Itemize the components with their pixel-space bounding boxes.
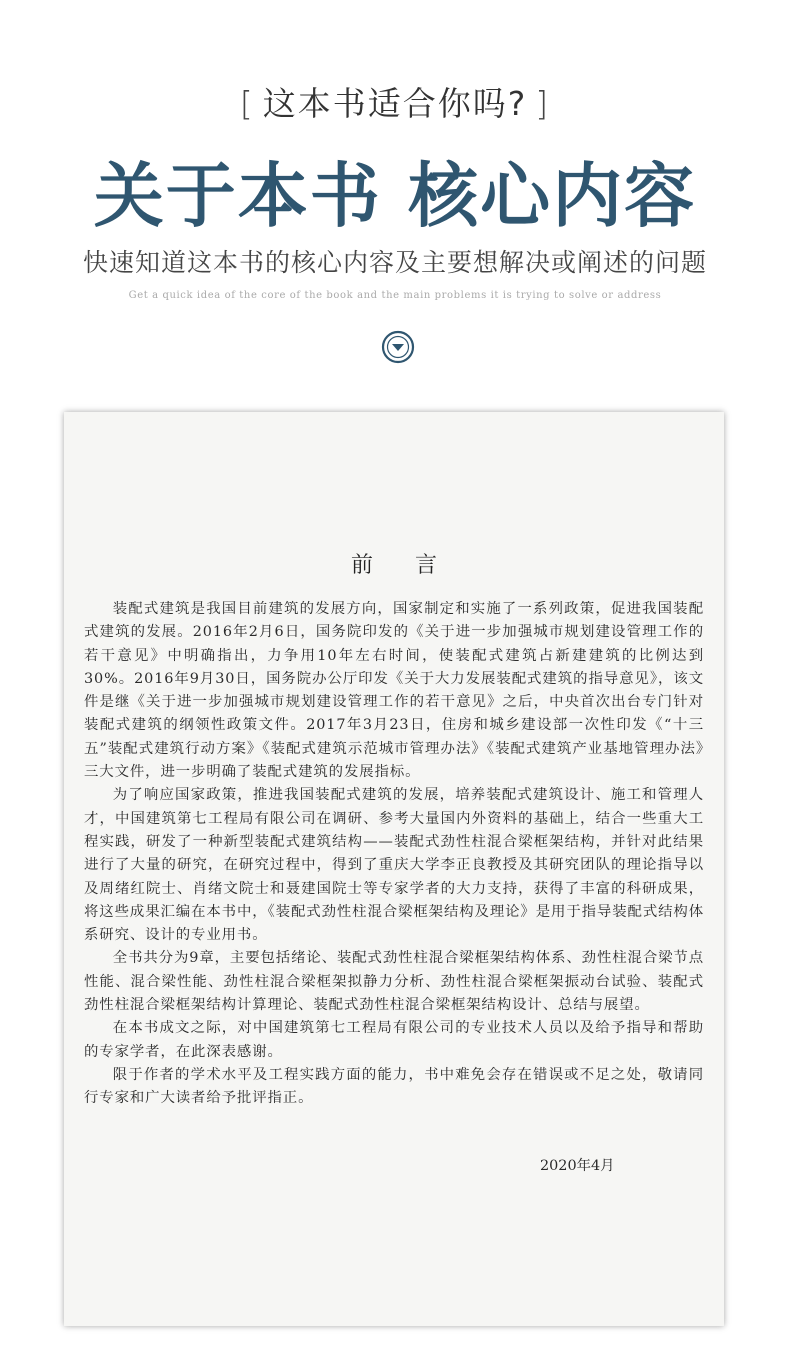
section-question bbox=[0, 78, 790, 125]
preface-paragraph: 装配式建筑是我国目前建筑的发展方向，国家制定和实施了一系列政策，促进我国装配式建筑的发展。2016年2月6日，国务院印发的《关于进一步加强城市规划建设管理工作的若干意见》中明确指出，力争用10年左右时间，使装配式建筑占新建建筑的比例达到30%。2016年9月30日，国务院办公厅印发《关于大力发展装配式建筑的指导意见》，该文件是继《关于进一步加强城市规划建设管理工作的若干意见》之后，中央首次出台专门针对装配式建筑的纲领性政策文件。2017年3月23日，住房和城乡建设部一次性印发《“十三五”装配式建筑行动方案》《装配式建筑示范城市管理办法》《装配式建筑产业基地管理办法》三大文件，进一步明确了装配式建筑的发展指标。 bbox=[84, 601, 704, 781]
preface-date: 2020年4月 bbox=[540, 1158, 615, 1174]
book-page-scan bbox=[64, 412, 724, 1326]
preface-heading: 前言 bbox=[350, 553, 479, 578]
question-text: 这本书适合你吗? bbox=[262, 84, 528, 123]
english-subtitle: Get a quick idea of the core of the book and the main problems it is trying to solve or address bbox=[128, 290, 662, 301]
page-title: 关于本书 核心内容 bbox=[93, 154, 697, 237]
bracket-left: [ bbox=[239, 84, 255, 123]
preface-paragraph: 全书共分为9章，主要包括绪论、装配式劲性柱混合梁框架结构体系、劲性柱混合梁节点性能、混合梁性能、劲性柱混合梁框架拟静力分析、劲性柱混合梁框架振动台试验、装配式劲性柱混合梁框架结构计算理论、装配式劲性柱混合梁框架结构设计、总结与展望。 bbox=[84, 950, 704, 1014]
preface-paragraph: 为了响应国家政策，推进我国装配式建筑的发展，培养装配式建筑设计、施工和管理人才，中国建筑第七工程局有限公司在调研、参考大量国内外资料的基础上，结合一些重大工程实践，研发了一种新型装配式建筑结构——装配式劲性柱混合梁框架结构，并针对此结果进行了大量的研究，在研究过程中，得到了重庆大学李正良教授及其研究团队的理论指导以及周绪红院士、肖绪文院士和聂建国院士等专家学者的大力支持，获得了丰富的科研成果，将这些成果汇编在本书中，《装配式劲性柱混合梁框架结构及理论》是用于指导装配式结构体系研究、设计的专业用书。 bbox=[84, 787, 704, 944]
page-subtitle: 快速知道这本书的核心内容及主要想解决或阐述的问题 bbox=[82, 248, 707, 277]
preface-paragraph: 限于作者的学术水平及工程实践方面的能力，书中难免会存在错误或不足之处，敬请同行专家和广大读者给予批评指正。 bbox=[84, 1066, 704, 1107]
preface-paragraph: 在本书成文之际，对中国建筑第七工程局有限公司的专业技术人员以及给予指导和帮助的专家学者，在此深表感谢。 bbox=[84, 1020, 704, 1060]
preface-body bbox=[84, 598, 704, 1111]
bracket-right: ] bbox=[535, 84, 551, 123]
chevron-down-circle-icon[interactable] bbox=[381, 330, 415, 364]
